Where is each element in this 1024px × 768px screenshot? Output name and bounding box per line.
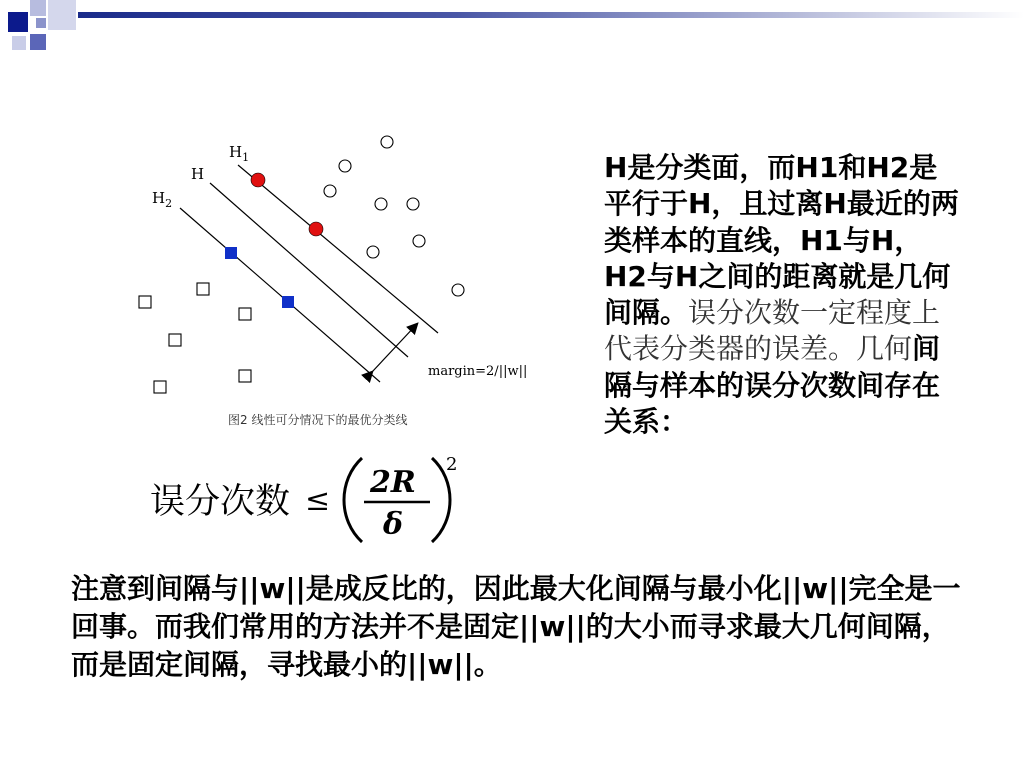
label-h: H	[191, 165, 205, 183]
formula-left-paren	[344, 458, 362, 542]
negative-point	[169, 334, 181, 346]
positive-support-vector	[251, 173, 265, 187]
explanation-text	[604, 150, 964, 440]
negative-point	[139, 296, 151, 308]
figure-caption: 图2 线性可分情况下的最优分类线	[228, 413, 408, 427]
explanation-bold-2: 间隔与样本的误分次数间存在关系：	[604, 332, 941, 439]
formula-exponent: 2	[446, 454, 458, 475]
formula-le-sign: ≤	[305, 483, 331, 518]
negative-point	[197, 283, 209, 295]
negative-support-vector	[282, 296, 294, 308]
negative-point	[239, 370, 251, 382]
label-h2: $H_2$	[152, 189, 173, 210]
label-h1: $H_1$	[229, 143, 250, 164]
margin-label: margin=2/||w||	[428, 364, 528, 379]
positive-support-vector	[309, 222, 323, 236]
negative-point	[154, 381, 166, 393]
positive-point	[381, 136, 393, 148]
negative-point	[239, 308, 251, 320]
hyperplane-h2-line	[180, 208, 380, 382]
positive-point	[339, 160, 351, 172]
negative-class-points	[139, 283, 251, 393]
explanation-normal: 误分次数一定程度上代表分类器的误差。几何	[604, 296, 941, 366]
positive-class-points	[324, 136, 464, 296]
hyperplane-h1-line	[238, 165, 438, 333]
formula-denominator: δ	[383, 507, 404, 542]
explanation-bold: H是分类面，而H1和H2是平行于H，且过离H最近的两类样本的直线，H1与H，H2与H之间的距离就是几何间隔。	[604, 151, 959, 330]
positive-point	[375, 198, 387, 210]
positive-point	[452, 284, 464, 296]
formula-rhs	[150, 450, 480, 550]
formula-numerator: 2R	[370, 465, 416, 500]
positive-point	[324, 185, 336, 197]
error-bound-formula	[150, 450, 480, 550]
positive-point	[407, 198, 419, 210]
bottom-note-text: 注意到间隔与||w||是成反比的，因此最大化间隔与最小化||w||完全是一回事。而我们常用的方法并不是固定||w||的大小而寻求最大几何间隔，而是固定间隔，寻找最小的||w||。	[71, 572, 961, 681]
positive-point	[367, 246, 379, 258]
formula-lhs: 误分次数	[150, 482, 291, 522]
positive-point	[413, 235, 425, 247]
negative-support-vector	[225, 247, 237, 259]
